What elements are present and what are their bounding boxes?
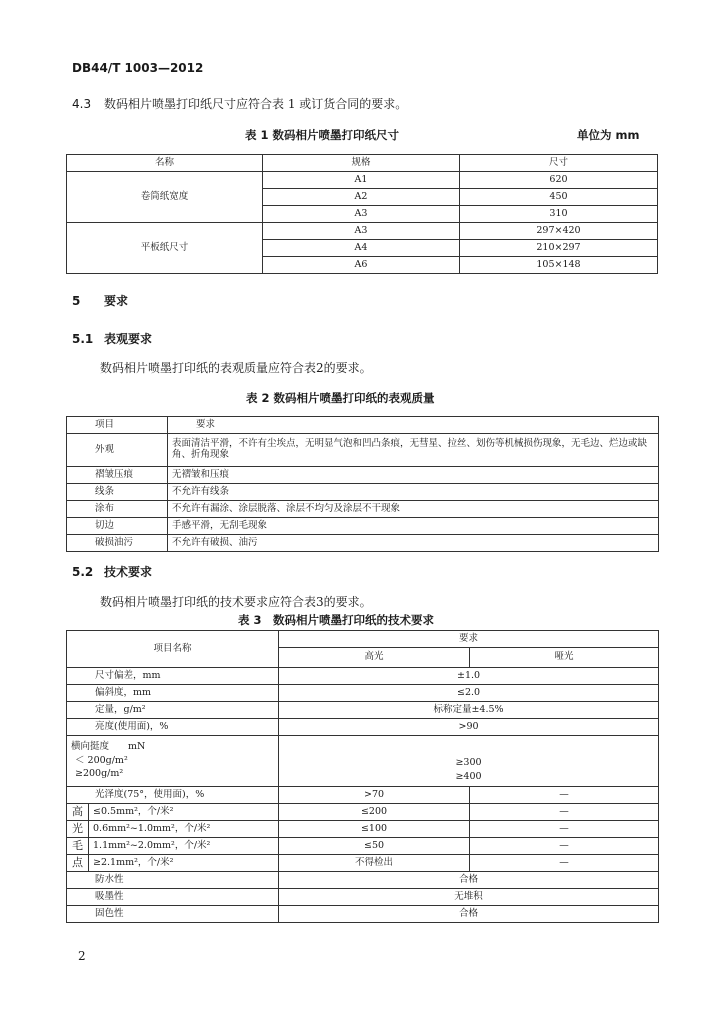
table-cell: 不得检出 <box>279 855 470 872</box>
stiffness-value-a: ≥300 <box>455 757 482 769</box>
table-row <box>67 855 659 872</box>
table-cell: A3 <box>263 223 460 240</box>
table-cell: 无褶皱和压痕 <box>168 467 659 484</box>
table-cell: A6 <box>263 257 460 274</box>
spots-label-char: 高 <box>67 804 89 821</box>
table-cell: — <box>470 838 659 855</box>
table-cell: 不允许有线条 <box>168 484 659 501</box>
table1-caption: 表 1 数码相片喷墨打印纸尺寸 <box>245 128 400 142</box>
table-cell: 无堆积 <box>279 889 659 906</box>
group-name-cell: 平板纸尺寸 <box>67 223 263 274</box>
table-cell: 涂布 <box>67 501 168 518</box>
header-cell-matte: 哑光 <box>470 648 659 668</box>
table-cell-stiffness-values <box>279 736 659 787</box>
table-cell: 外观 <box>67 434 168 467</box>
spots-label-char: 毛 <box>67 838 89 855</box>
section-number: 5.2 <box>72 565 94 579</box>
table-row <box>67 467 659 484</box>
table-row <box>67 889 659 906</box>
table-cell: 定量，g/m² <box>67 702 279 719</box>
stiffness-title: 横向挺度 mN <box>71 740 146 752</box>
table-cell: 620 <box>460 172 658 189</box>
table-row <box>67 223 658 240</box>
table1 <box>66 154 658 274</box>
table-row <box>67 804 659 821</box>
table-cell: A1 <box>263 172 460 189</box>
table-cell: 0.6mm²~1.0mm²，个/米² <box>89 821 279 838</box>
table-header-row <box>67 155 658 172</box>
table3-caption: 表 3 数码相片喷墨打印纸的技术要求 <box>238 613 435 627</box>
table-cell: — <box>470 804 659 821</box>
table-cell: 尺寸偏差，mm <box>67 668 279 685</box>
section-5-2-heading <box>72 563 152 580</box>
table-cell: 吸墨性 <box>67 889 279 906</box>
table-cell: 光泽度(75°，使用面)，% <box>67 787 279 804</box>
section-5-2-text: 数码相片喷墨打印纸的技术要求应符合表3的要求。 <box>100 595 372 609</box>
table-row <box>67 434 659 467</box>
table-cell: 偏斜度，mm <box>67 685 279 702</box>
table2-caption: 表 2 数码相片喷墨打印纸的表观质量 <box>246 391 435 405</box>
table-cell: 450 <box>460 189 658 206</box>
section-number: 5 <box>72 294 81 308</box>
section-title: 表观要求 <box>104 332 153 346</box>
table-row <box>67 518 659 535</box>
section-title: 技术要求 <box>104 565 153 579</box>
section-5-1-heading <box>72 330 152 347</box>
table-row <box>67 906 659 923</box>
table-cell: ≥2.1mm²，个/米² <box>89 855 279 872</box>
table-row <box>67 787 659 804</box>
table-row <box>67 702 659 719</box>
table-cell: A3 <box>263 206 460 223</box>
table-cell: 合格 <box>279 872 659 889</box>
table-row <box>67 685 659 702</box>
table-cell: 手感平滑，无刮毛现象 <box>168 518 659 535</box>
table-row <box>67 172 658 189</box>
stiffness-under-200: ＜ 200g/m² <box>75 754 128 766</box>
table-cell-stiffness <box>67 736 279 787</box>
stiffness-value-b: ≥400 <box>455 771 482 782</box>
page-number: 2 <box>78 949 86 963</box>
header-cell: 项目 <box>67 417 168 434</box>
table-row <box>67 501 659 518</box>
table-cell: — <box>470 855 659 872</box>
table1-unit: 单位为 mm <box>577 128 640 142</box>
table-cell: 标称定量±4.5% <box>279 702 659 719</box>
table-cell: ≤50 <box>279 838 470 855</box>
table-cell: ≤100 <box>279 821 470 838</box>
table-cell: >90 <box>279 719 659 736</box>
table-row <box>67 872 659 889</box>
table-row <box>67 719 659 736</box>
table-cell: 防水性 <box>67 872 279 889</box>
table-cell: 105×148 <box>460 257 658 274</box>
header-cell: 要求 <box>279 631 659 648</box>
table-cell: 破损油污 <box>67 535 168 552</box>
table-row <box>67 668 659 685</box>
table-row <box>67 736 659 787</box>
table-cell: 1.1mm²~2.0mm²，个/米² <box>89 838 279 855</box>
spots-label-char: 光 <box>67 821 89 838</box>
header-cell: 尺寸 <box>460 155 658 172</box>
group-name-cell: 卷筒纸宽度 <box>67 172 263 223</box>
section-title: 要求 <box>104 294 129 308</box>
clause-text: 数码相片喷墨打印纸尺寸应符合表 1 或订货合同的要求。 <box>104 97 408 111</box>
table-cell: ≤200 <box>279 804 470 821</box>
table-cell: — <box>470 787 659 804</box>
table-cell: A2 <box>263 189 460 206</box>
table-cell: 线条 <box>67 484 168 501</box>
table-cell: ±1.0 <box>279 668 659 685</box>
section-5-heading <box>72 292 128 309</box>
table-row <box>67 821 659 838</box>
header-cell: 项目名称 <box>67 631 279 668</box>
table-cell: ≤2.0 <box>279 685 659 702</box>
section-5-1-text: 数码相片喷墨打印纸的表观质量应符合表2的要求。 <box>100 361 372 375</box>
table-header-row <box>67 417 659 434</box>
table-cell: 褶皱压痕 <box>67 467 168 484</box>
table-cell: A4 <box>263 240 460 257</box>
table-cell: 297×420 <box>460 223 658 240</box>
header-cell: 要求 <box>168 417 659 434</box>
table-cell: 固色性 <box>67 906 279 923</box>
table-row <box>67 838 659 855</box>
table-row <box>67 484 659 501</box>
table-cell: 切边 <box>67 518 168 535</box>
table-cell: 合格 <box>279 906 659 923</box>
header-cell-gloss: 高光 <box>279 648 470 668</box>
table-header-row <box>67 631 659 648</box>
table-row <box>67 535 659 552</box>
table-cell: 亮度(使用面)，% <box>67 719 279 736</box>
section-number: 5.1 <box>72 332 94 346</box>
table-cell: 表面清洁平滑，不许有尘埃点，无明显气泡和凹凸条痕，无彗星、拉丝、划伤等机械损伤现象，无毛边、烂边或缺角、折角现象 <box>168 434 659 467</box>
table-cell: >70 <box>279 787 470 804</box>
document-code-header: DB44/T 1003—2012 <box>72 61 204 75</box>
table-cell: — <box>470 821 659 838</box>
clause-number: 4.3 <box>72 97 92 111</box>
header-cell: 规格 <box>263 155 460 172</box>
table3 <box>66 630 659 923</box>
table-cell: 不允许有破损、油污 <box>168 535 659 552</box>
stiffness-over-200: ≥200g/m² <box>75 768 124 780</box>
spots-label-char: 点 <box>67 855 89 872</box>
table-cell: 310 <box>460 206 658 223</box>
table2 <box>66 416 659 552</box>
table-cell: 210×297 <box>460 240 658 257</box>
table-cell: 不允许有漏涂、涂层脱落、涂层不均匀及涂层不干现象 <box>168 501 659 518</box>
table-cell: ≤0.5mm²，个/米² <box>89 804 279 821</box>
header-cell: 名称 <box>67 155 263 172</box>
clause-4-3 <box>72 95 407 112</box>
